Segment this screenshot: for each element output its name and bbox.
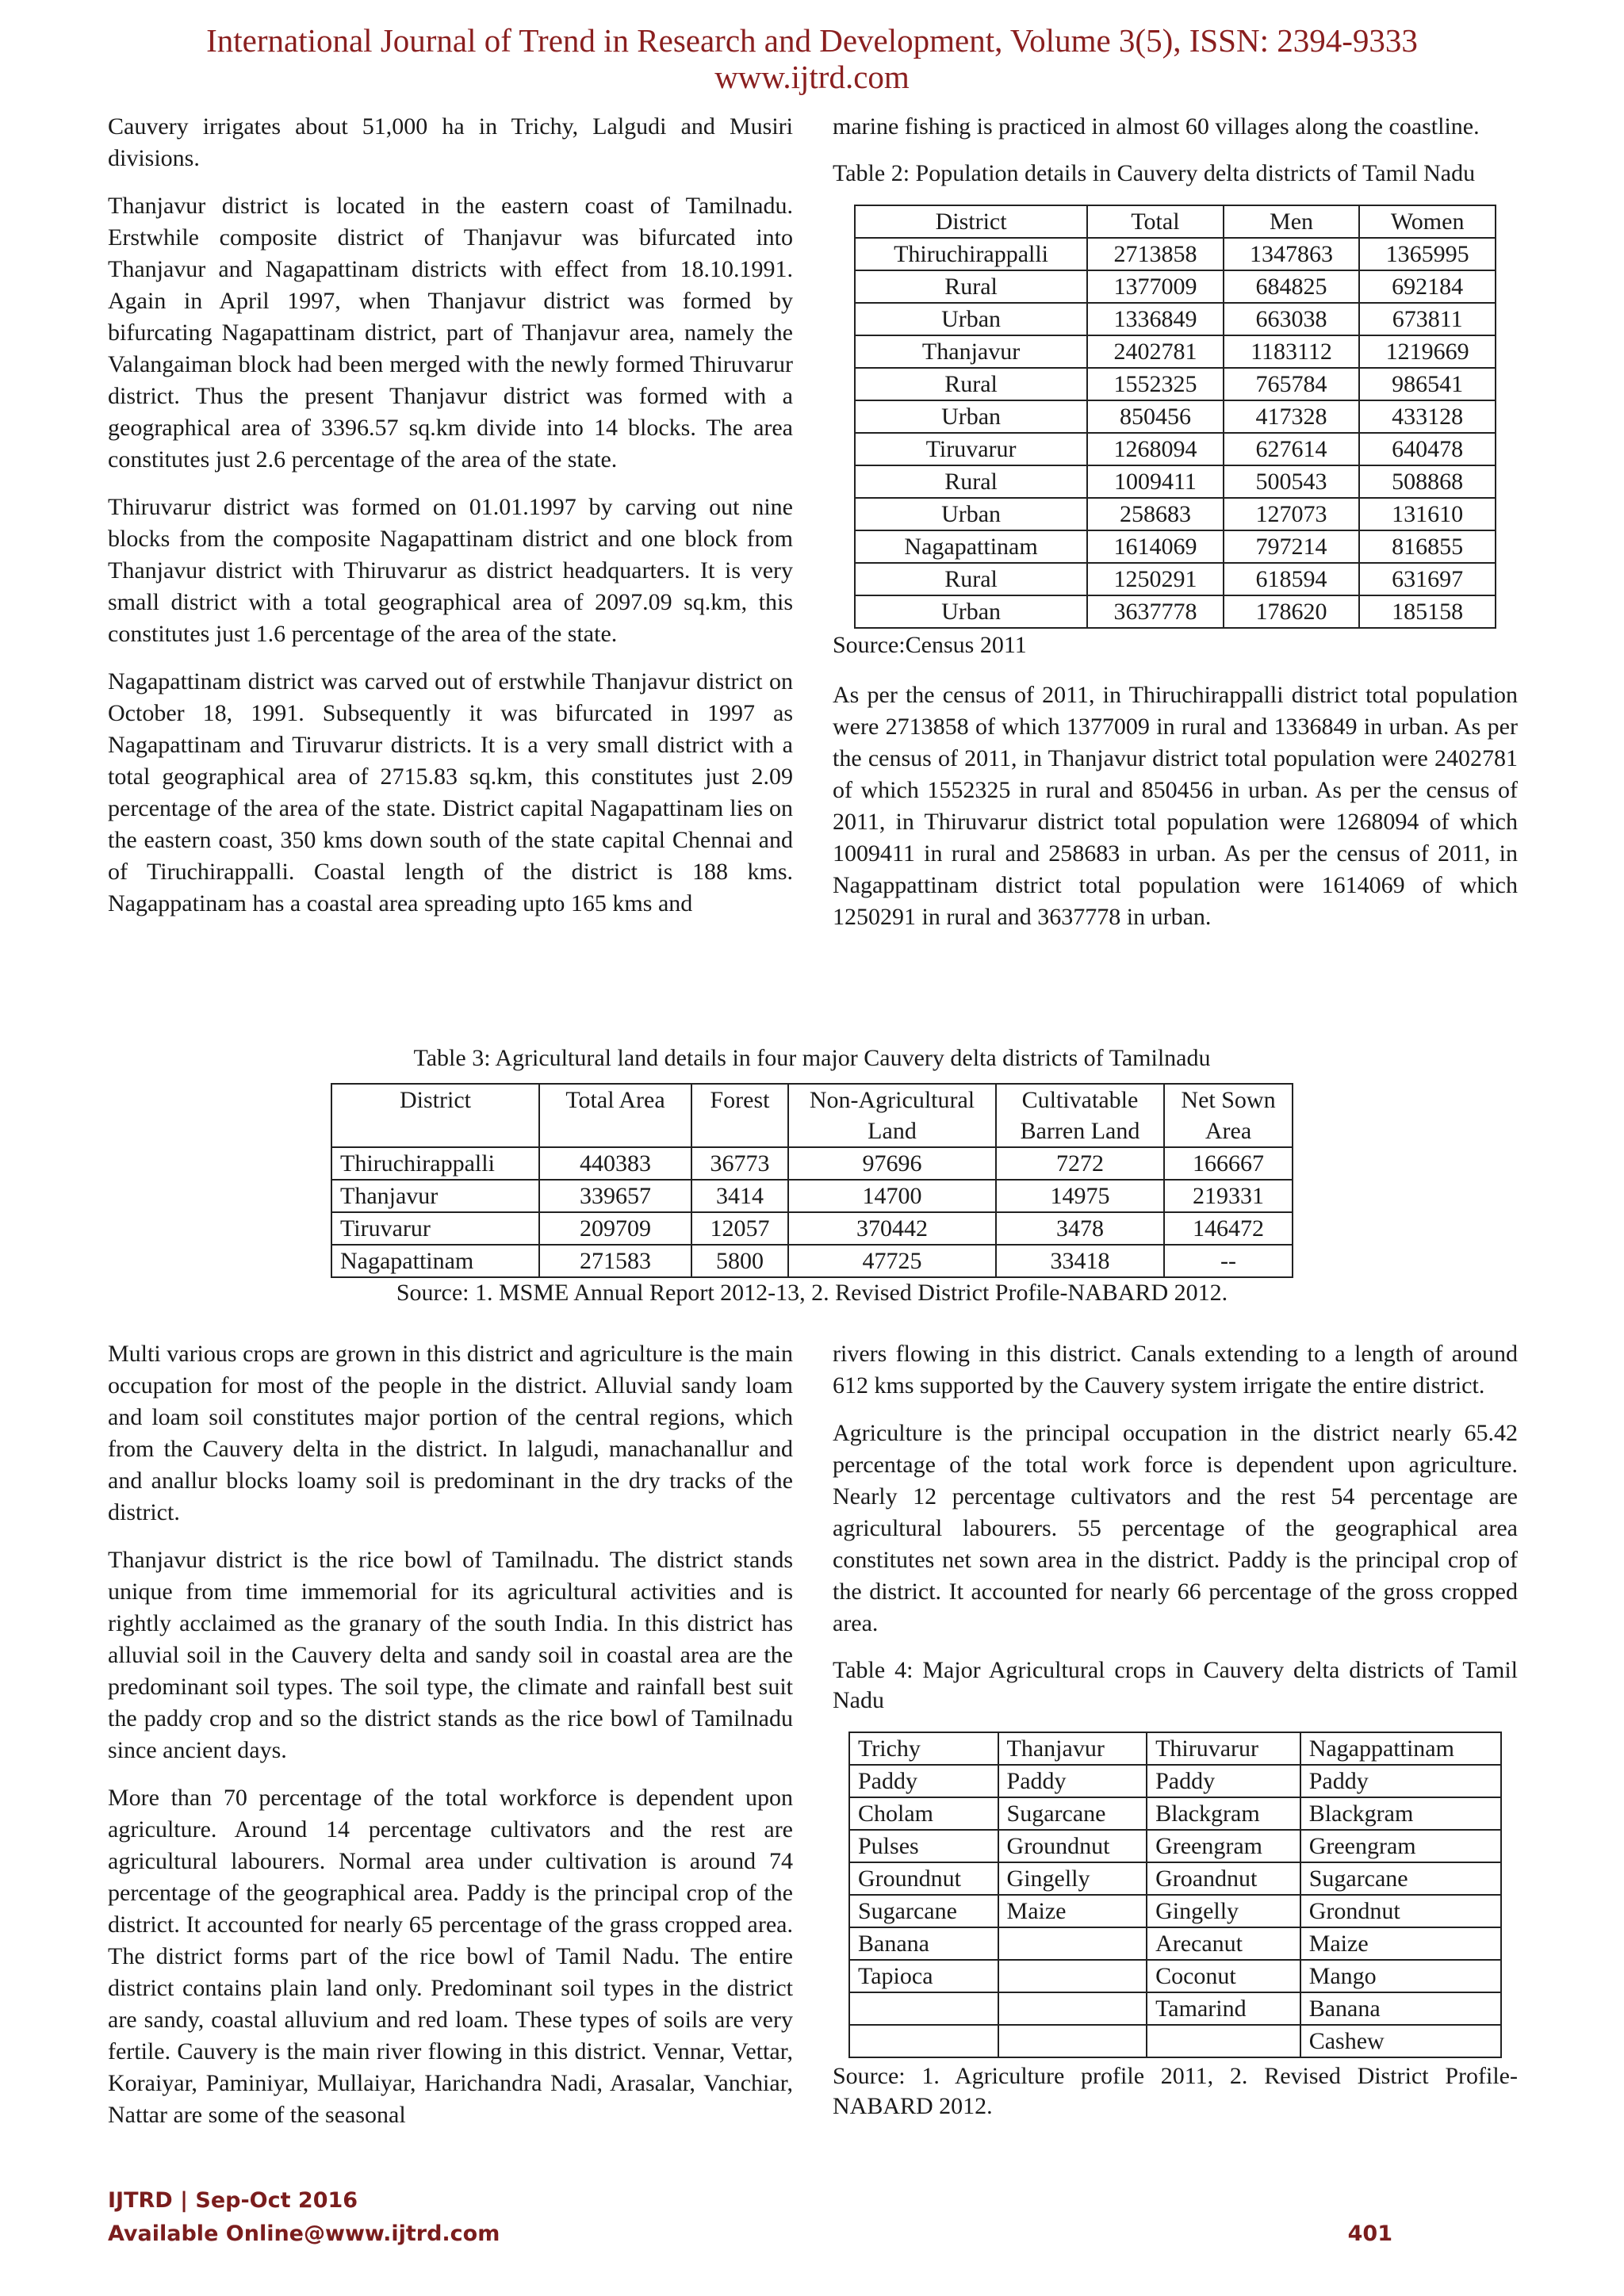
table-cell: Sugarcane — [1300, 1862, 1501, 1895]
table-cell: Groundnut — [849, 1862, 998, 1895]
table-cell: 2713858 — [1087, 238, 1224, 270]
table-cell: Urban — [855, 595, 1087, 628]
table-row — [855, 400, 1496, 433]
table-cell: Rural — [855, 465, 1087, 498]
table-cell: Cashew — [1300, 2025, 1501, 2057]
table-cell: Nagapattinam — [331, 1245, 539, 1277]
table2-source: Source:Census 2011 — [833, 632, 1027, 658]
table-cell: 631697 — [1359, 563, 1496, 595]
left-column-top — [108, 111, 793, 936]
table-cell: Pulses — [849, 1830, 998, 1862]
paragraph: Thiruvarur district was formed on 01.01.1997 by carving out nine blocks from the composite Nagapattinam district and one block from Thanjavur district with Thiruvarur as district headquarters. It is very small district with a total geographical area of 2097.09 sq.km, this constitutes just 1.6 percentage of the area of the state. — [108, 494, 793, 647]
column-header: Nagappattinam — [1300, 1732, 1501, 1765]
table-cell: 12057 — [691, 1212, 788, 1245]
right-column-top — [833, 111, 1518, 949]
table-cell: 219331 — [1164, 1180, 1293, 1212]
table-cell: 185158 — [1359, 595, 1496, 628]
table-cell: 640478 — [1359, 433, 1496, 465]
journal-title: International Journal of Trend in Research and Development, Volume 3(5), ISSN: 2394-9333 — [206, 22, 1418, 59]
table-row — [849, 1895, 1501, 1927]
table-cell: 36773 — [691, 1147, 788, 1180]
table-cell: Paddy — [1147, 1765, 1300, 1797]
table-cell: 1009411 — [1087, 465, 1224, 498]
table-cell: 14700 — [788, 1180, 996, 1212]
table-cell: Tiruvarur — [331, 1212, 539, 1245]
table-cell: 3414 — [691, 1180, 788, 1212]
table-row — [855, 303, 1496, 335]
table4-body — [849, 1765, 1501, 2057]
table-cell: 765784 — [1224, 368, 1360, 400]
table-cell: 258683 — [1087, 498, 1224, 530]
table-row — [849, 1992, 1501, 2025]
table-cell: 1219669 — [1359, 335, 1496, 368]
table-cell: 1183112 — [1224, 335, 1360, 368]
left-column-bottom — [108, 1338, 793, 2147]
table-cell: Mango — [1300, 1960, 1501, 1992]
table-cell: Cholam — [849, 1797, 998, 1830]
table-cell: Tamarind — [1147, 1992, 1300, 2025]
table-cell: Urban — [855, 498, 1087, 530]
table-cell: 1552325 — [1087, 368, 1224, 400]
table-cell: Arecanut — [1147, 1927, 1300, 1960]
table-cell: 146472 — [1164, 1212, 1293, 1245]
table-cell: 339657 — [539, 1180, 691, 1212]
table-cell: Coconut — [1147, 1960, 1300, 1992]
table-cell: 3478 — [996, 1212, 1164, 1245]
column-header: Thiruvarur — [1147, 1732, 1300, 1765]
table-row — [855, 368, 1496, 400]
table-cell: 417328 — [1224, 400, 1360, 433]
table-cell: 1365995 — [1359, 238, 1496, 270]
table-row — [849, 1927, 1501, 1960]
table-cell: 209709 — [539, 1212, 691, 1245]
table-header-row — [855, 205, 1496, 238]
footer-issue: IJTRD | Sep-Oct 2016 — [108, 2188, 358, 2213]
table-cell: Urban — [855, 400, 1087, 433]
table3-caption: Table 3: Agricultural land details in four major Cauvery delta districts of Tamilnadu — [413, 1045, 1211, 1071]
table-cell: Banana — [849, 1927, 998, 1960]
table-cell: 508868 — [1359, 465, 1496, 498]
table-cell: 986541 — [1359, 368, 1496, 400]
table-cell — [998, 1927, 1147, 1960]
table-cell: Tiruvarur — [855, 433, 1087, 465]
table-header-row — [331, 1084, 1293, 1147]
table-row — [331, 1245, 1293, 1277]
journal-header — [0, 22, 1624, 95]
page-number: 401 — [1347, 2221, 1392, 2246]
table-cell: Blackgram — [1147, 1797, 1300, 1830]
table3-source: Source: 1. MSME Annual Report 2012-13, 2. Revised District Profile-NABARD 2012. — [396, 1280, 1228, 1306]
table-row — [855, 238, 1496, 270]
table-cell: Paddy — [849, 1765, 998, 1797]
table-row — [331, 1180, 1293, 1212]
table-cell: 1614069 — [1087, 530, 1224, 563]
table-cell: 7272 — [996, 1147, 1164, 1180]
column-header: Net Sown Area — [1164, 1084, 1293, 1147]
table4-caption: Table 4: Major Agricultural crops in Cauvery delta districts of Tamil Nadu — [833, 1657, 1518, 1713]
paragraph: Thanjavur district is located in the eastern coast of Tamilnadu. Erstwhile composite district of Thanjavur was bifurcated into Thanjavur and Nagapattinam districts with effect from 18.10.1991. Again in April 1997, when Thanjavur district was formed by bifurcating Nagapattinam district, part of Thanjavur area, namely the Valangaiman block had been merged with the newly formed Thiruvarur district. Thus the present Thanjavur district was formed with a geographical area of 3396.57 sq.km divide into 14 blocks. The area constitutes just 2.6 percentage of the area of the state. — [108, 193, 793, 473]
table2-caption: Table 2: Population details in Cauvery delta districts of Tamil Nadu — [833, 160, 1476, 186]
footer-available-online: Available Online@www.ijtrd.com — [108, 2221, 500, 2246]
table-row — [849, 2025, 1501, 2057]
table-row — [855, 270, 1496, 303]
table-row — [855, 335, 1496, 368]
column-header: Forest — [691, 1084, 788, 1147]
column-header: District — [855, 205, 1087, 238]
table3-block — [0, 1043, 1624, 1308]
table-cell: 1268094 — [1087, 433, 1224, 465]
table-cell: 2402781 — [1087, 335, 1224, 368]
table-cell: Paddy — [998, 1765, 1147, 1797]
table-cell: Tapioca — [849, 1960, 998, 1992]
table-cell: 5800 — [691, 1245, 788, 1277]
column-header: Trichy — [849, 1732, 998, 1765]
table-row — [849, 1830, 1501, 1862]
table-cell: 127073 — [1224, 498, 1360, 530]
table-header-row — [849, 1732, 1501, 1765]
page-footer — [108, 2184, 1392, 2251]
table-cell: Rural — [855, 368, 1087, 400]
paragraph: marine fishing is practiced in almost 60 villages along the coastline. — [833, 113, 1480, 140]
table-cell: 131610 — [1359, 498, 1496, 530]
table-cell: Thiruchirappalli — [855, 238, 1087, 270]
table-cell: 816855 — [1359, 530, 1496, 563]
table-cell: 850456 — [1087, 400, 1224, 433]
table-cell: Sugarcane — [998, 1797, 1147, 1830]
table-cell: Rural — [855, 270, 1087, 303]
table-cell: -- — [1164, 1245, 1293, 1277]
table-cell: Thanjavur — [855, 335, 1087, 368]
table-row — [331, 1212, 1293, 1245]
table-cell: Thanjavur — [331, 1180, 539, 1212]
paragraph: Thanjavur district is the rice bowl of Tamilnadu. The district stands unique from time immemorial for its agricultural activities and is rightly acclaimed as the granary of the south India. In this district has alluvial soil in the Cauvery delta and sandy soil in coastal area are the predominant soil types. The soil type, the climate and rainfall best suit the paddy crop and so the district stands as the rice bowl of Tamilnadu since ancient days. — [108, 1547, 793, 1763]
table-cell: Groandnut — [1147, 1862, 1300, 1895]
table-cell: 1336849 — [1087, 303, 1224, 335]
table-row — [331, 1147, 1293, 1180]
table2-population — [854, 205, 1496, 629]
table-cell — [998, 1960, 1147, 1992]
table-cell: Gingelly — [998, 1862, 1147, 1895]
table-cell: 797214 — [1224, 530, 1360, 563]
table-row — [849, 1862, 1501, 1895]
table-cell: Grondnut — [1300, 1895, 1501, 1927]
column-header: District — [331, 1084, 539, 1147]
table-cell: Gingelly — [1147, 1895, 1300, 1927]
table-cell: Sugarcane — [849, 1895, 998, 1927]
table-cell: 440383 — [539, 1147, 691, 1180]
table-cell: 47725 — [788, 1245, 996, 1277]
column-header: Total Area — [539, 1084, 691, 1147]
table-cell: 663038 — [1224, 303, 1360, 335]
table-cell: Greengram — [1147, 1830, 1300, 1862]
journal-website: www.ijtrd.com — [714, 59, 910, 95]
table-cell: Urban — [855, 303, 1087, 335]
table-cell: 271583 — [539, 1245, 691, 1277]
column-header: Men — [1224, 205, 1360, 238]
table-row — [855, 595, 1496, 628]
column-header: Cultivatable Barren Land — [996, 1084, 1164, 1147]
paragraph: rivers flowing in this district. Canals extending to a length of around 612 kms supported by the Cauvery system irrigate the entire district. — [833, 1341, 1518, 1399]
table4-source: Source: 1. Agriculture profile 2011, 2. Revised District Profile-NABARD 2012. — [833, 2063, 1518, 2119]
table-row — [849, 1765, 1501, 1797]
table-cell: 3637778 — [1087, 595, 1224, 628]
table-cell: 370442 — [788, 1212, 996, 1245]
table-cell — [998, 1992, 1147, 2025]
table-row — [855, 433, 1496, 465]
table-cell: 178620 — [1224, 595, 1360, 628]
table-cell: Groundnut — [998, 1830, 1147, 1862]
right-column-bottom — [833, 1338, 1518, 2137]
table-cell: 627614 — [1224, 433, 1360, 465]
table-cell — [849, 2025, 998, 2057]
table-cell: Blackgram — [1300, 1797, 1501, 1830]
paragraph: Cauvery irrigates about 51,000 ha in Trichy, Lalgudi and Musiri divisions. — [108, 113, 793, 171]
table-cell: 1377009 — [1087, 270, 1224, 303]
table-cell: 684825 — [1224, 270, 1360, 303]
paragraph: Multi various crops are grown in this district and agriculture is the main occupation for most of the people in the district. Alluvial sandy loam and loam soil constitutes major portion of the central regions, which from the Cauvery delta in the district. In lalgudi, manachanallur and and anallur blocks loamy soil is predominant in the dry tracks of the district. — [108, 1341, 793, 1525]
table-cell: 692184 — [1359, 270, 1496, 303]
table-cell: 1347863 — [1224, 238, 1360, 270]
table2-body — [855, 238, 1496, 628]
table-cell: 14975 — [996, 1180, 1164, 1212]
paragraph: More than 70 percentage of the total workforce is dependent upon agriculture. Around 14 percentage cultivators and the rest are agricultural labourers. Normal area under cultivation is around 74 percentage of the geographical area. Paddy is the principal crop of the district. It accounted for nearly 65 percentage of the grass cropped area. The district forms part of the rice bowl of Tamil Nadu. The entire district contains plain land only. Predominant soil types in the district are sandy, coastal alluvium and red loam. These types of soils are very fertile. Cauvery is the main river flowing in this district. Vennar, Vettar, Koraiyar, Paminiyar, Mullaiyar, Harichandra Nadi, Arasalar, Vanchiar, Nattar are some of the seasonal — [108, 1785, 793, 2128]
table3-body — [331, 1147, 1293, 1277]
table-cell: Nagapattinam — [855, 530, 1087, 563]
table-cell: 166667 — [1164, 1147, 1293, 1180]
table-row — [855, 530, 1496, 563]
table3-agricultural-land — [331, 1083, 1293, 1278]
table-row — [855, 563, 1496, 595]
paragraph: Nagapattinam district was carved out of erstwhile Thanjavur district on October 18, 1991. Subsequently it was bifurcated in 1997 as Nagapattinam and Tiruvarur districts. It is a very small district with a total geographical area of 2715.83 sq.km, this constitutes just 2.09 percentage of the area of the state. District capital Nagapattinam lies on the eastern coast, 350 kms down south of the state capital Chennai and of Tiruchirappalli. Coastal length of the district is 188 kms. Nagappatinam has a coastal area spreading upto 165 kms and — [108, 668, 793, 916]
table-cell: 33418 — [996, 1245, 1164, 1277]
table-cell: 97696 — [788, 1147, 996, 1180]
table-cell: 1250291 — [1087, 563, 1224, 595]
table-cell: Banana — [1300, 1992, 1501, 2025]
table-cell: Thiruchirappalli — [331, 1147, 539, 1180]
column-header: Thanjavur — [998, 1732, 1147, 1765]
paragraph: As per the census of 2011, in Thiruchirappalli district total population were 2713858 of which 1377009 in rural and 1336849 in urban. As per the census of 2011, in Thanjavur district total population were 2402781 of which 1552325 in rural and 850456 in urban. As per the census of 2011, in Thiruvarur district total population were 1268094 of which 1009411 in rural and 258683 in urban. As per the census of 2011, in Nagappattinam district total population were 1614069 of which 1250291 in rural and 3637778 in urban. — [833, 682, 1518, 930]
table-cell: Maize — [998, 1895, 1147, 1927]
column-header: Total — [1087, 205, 1224, 238]
column-header: Women — [1359, 205, 1496, 238]
table-cell: 500543 — [1224, 465, 1360, 498]
table-cell: Rural — [855, 563, 1087, 595]
table-cell: Greengram — [1300, 1830, 1501, 1862]
table-cell: 618594 — [1224, 563, 1360, 595]
table-cell: 673811 — [1359, 303, 1496, 335]
table-cell — [849, 1992, 998, 2025]
table-row — [849, 1797, 1501, 1830]
table-cell: 433128 — [1359, 400, 1496, 433]
table-row — [855, 498, 1496, 530]
paragraph: Agriculture is the principal occupation in the district nearly 65.42 percentage of the total work force is dependent upon agriculture. Nearly 12 percentage cultivators and the rest 54 percentage are agricultural labourers. 55 percentage of the geographical area constitutes net sown area in the district. Paddy is the principal crop of the district. It accounted for nearly 66 percentage of the gross cropped area. — [833, 1420, 1518, 1636]
column-header: Non-Agricultural Land — [788, 1084, 996, 1147]
table4-major-crops — [848, 1732, 1502, 2058]
table-cell: Paddy — [1300, 1765, 1501, 1797]
table-cell — [998, 2025, 1147, 2057]
table-cell — [1147, 2025, 1300, 2057]
table-row — [849, 1960, 1501, 1992]
table-cell: Maize — [1300, 1927, 1501, 1960]
table-row — [855, 465, 1496, 498]
